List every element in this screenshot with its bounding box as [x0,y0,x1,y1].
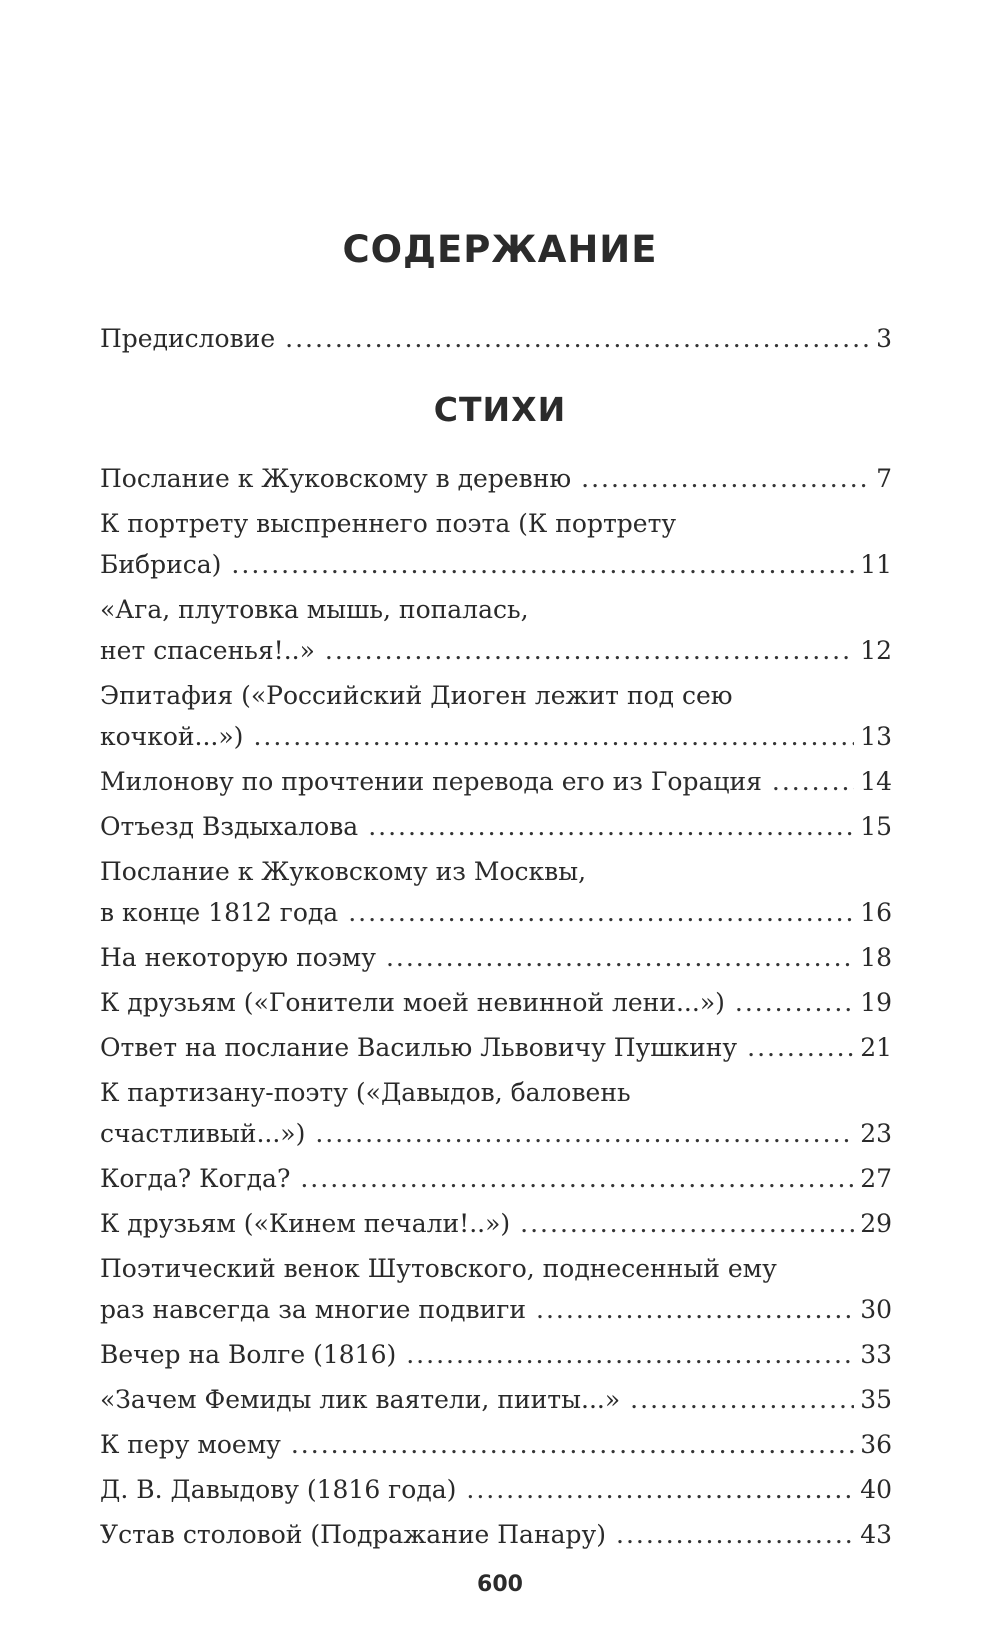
toc-entry-page: 21 [860,1033,892,1062]
toc-entry-page: 40 [860,1475,892,1504]
toc-entry-row [100,1027,892,1068]
toc-entry [100,589,892,671]
dot-leader [735,982,854,1023]
page-title: СОДЕРЖАНИЕ [342,228,658,271]
toc-entry-row [100,544,892,585]
dot-leader [386,937,854,978]
toc-entry [100,806,892,847]
toc-entry [100,1334,892,1375]
toc-entry-page: 43 [860,1520,892,1549]
toc-entry-row [100,1469,892,1510]
toc-entry-row [100,1514,892,1555]
toc-entry-row [100,1289,892,1330]
toc-entry-title-line: Поэтический венок Шутовского, поднесенный ему [100,1254,777,1283]
toc-entry [100,851,892,933]
toc-entry-row [100,761,892,802]
toc-entry-title: Ответ на послание Василью Львовичу Пушкину [100,1033,738,1062]
dot-leader [772,761,854,802]
toc-preface [100,318,892,359]
toc-entry-title: Отъезд Вздыхалова [100,812,359,841]
toc-entry-title-line: К портрету выспреннего поэта (К портрету [100,509,677,538]
toc-entry-title: Устав столовой (Подражание Панару) [100,1520,606,1549]
toc-entry-page: 16 [860,898,892,927]
toc-list [100,458,892,1555]
dot-leader [616,1514,854,1555]
toc-entry-title: раз навсегда за многие подвиги [100,1295,527,1324]
dot-leader [520,1203,854,1244]
page-number: 600 [477,1572,523,1597]
toc-entry-row [100,1158,892,1199]
dot-leader [747,1027,854,1068]
toc-entry-title: Когда? Когда? [100,1164,291,1193]
toc-entry-page: 23 [860,1119,892,1148]
dot-leader [315,1113,854,1154]
toc-entry [100,761,892,802]
dot-leader [291,1424,854,1465]
toc-entry [100,675,892,757]
dot-leader [325,630,854,671]
dot-leader [285,318,870,359]
dot-leader [581,458,870,499]
toc-entry-title: Предисловие [100,324,276,353]
toc-entry-title: На некоторую поэму [100,943,376,972]
toc-entry-title: «Зачем Фемиды лик ваятели, пииты...» [100,1385,621,1414]
toc-entry-title: Милонову по прочтении перевода его из Горация [100,767,762,796]
dot-leader [406,1334,854,1375]
toc-entry-page: 12 [860,636,892,665]
dot-leader [253,716,854,757]
toc-entry-page: 30 [860,1295,892,1324]
toc-entry [100,1072,892,1154]
toc-entry [100,982,892,1023]
toc-entry-title-line: «Ага, плутовка мышь, попалась, [100,595,529,624]
toc-entry-title: Вечер на Волге (1816) [100,1340,397,1369]
toc-entry-title-line: К партизану-поэту («Давыдов, баловень [100,1078,631,1107]
toc-entry [100,1514,892,1555]
toc-entry-page: 14 [860,767,892,796]
toc-entry [100,458,892,499]
toc-entry-page: 11 [860,550,892,579]
toc-entry-title: Д. В. Давыдову (1816 года) [100,1475,457,1504]
toc-entry-page: 29 [860,1209,892,1238]
dot-leader [536,1289,854,1330]
dot-leader [466,1469,854,1510]
toc-entry-row [100,1334,892,1375]
dot-leader [630,1379,854,1420]
toc-entry-title: Послание к Жуковскому в деревню [100,464,572,493]
toc-entry-title: К перу моему [100,1430,281,1459]
toc-entry-preface [100,318,892,359]
dot-leader [300,1158,854,1199]
toc-entry-row [100,892,892,933]
toc-entry-page: 35 [860,1385,892,1414]
dot-leader [348,892,854,933]
toc-entry [100,1158,892,1199]
toc-entry [100,503,892,585]
toc-entry-row [100,806,892,847]
toc-entry-row [100,937,892,978]
toc-entry-row [100,1113,892,1154]
dot-leader [368,806,854,847]
toc-entry-title: К друзьям («Гонители моей невинной лени...») [100,988,725,1017]
toc-entry-title: счастливый...») [100,1119,306,1148]
toc-entry [100,1424,892,1465]
toc-entry-page: 3 [876,324,892,353]
toc-entry-title: нет спасенья!..» [100,636,315,665]
toc-entry [100,1469,892,1510]
toc-entry [100,1248,892,1330]
dot-leader [231,544,854,585]
toc-entry [100,1027,892,1068]
toc-entry-row [100,1203,892,1244]
toc-entry-row [100,630,892,671]
toc-entry-title: К друзьям («Кинем печали!..») [100,1209,511,1238]
toc-entry-page: 36 [860,1430,892,1459]
toc-entry-page: 27 [860,1164,892,1193]
toc-entry-page: 19 [860,988,892,1017]
toc-entry [100,1379,892,1420]
toc-entry-title-line: Эпитафия («Российский Диоген лежит под сею [100,681,733,710]
toc-entry-row [100,458,892,499]
toc-entry-row [100,716,892,757]
toc-entry-page: 33 [860,1340,892,1369]
toc-entry-row [100,1379,892,1420]
toc-entry-title: кочкой...») [100,722,244,751]
toc-entry-row [100,982,892,1023]
toc-entry-page: 7 [876,464,892,493]
toc-entry-page: 18 [860,943,892,972]
toc-entry [100,937,892,978]
toc-entry-page: 15 [860,812,892,841]
toc-entry-title: Бибриса) [100,550,222,579]
toc-entry-page: 13 [860,722,892,751]
toc-entry-title-line: Послание к Жуковскому из Москвы, [100,857,587,886]
toc-entry [100,1203,892,1244]
toc-entry-title: в конце 1812 года [100,898,339,927]
section-title: СТИХИ [433,390,567,429]
toc-entry-row [100,1424,892,1465]
